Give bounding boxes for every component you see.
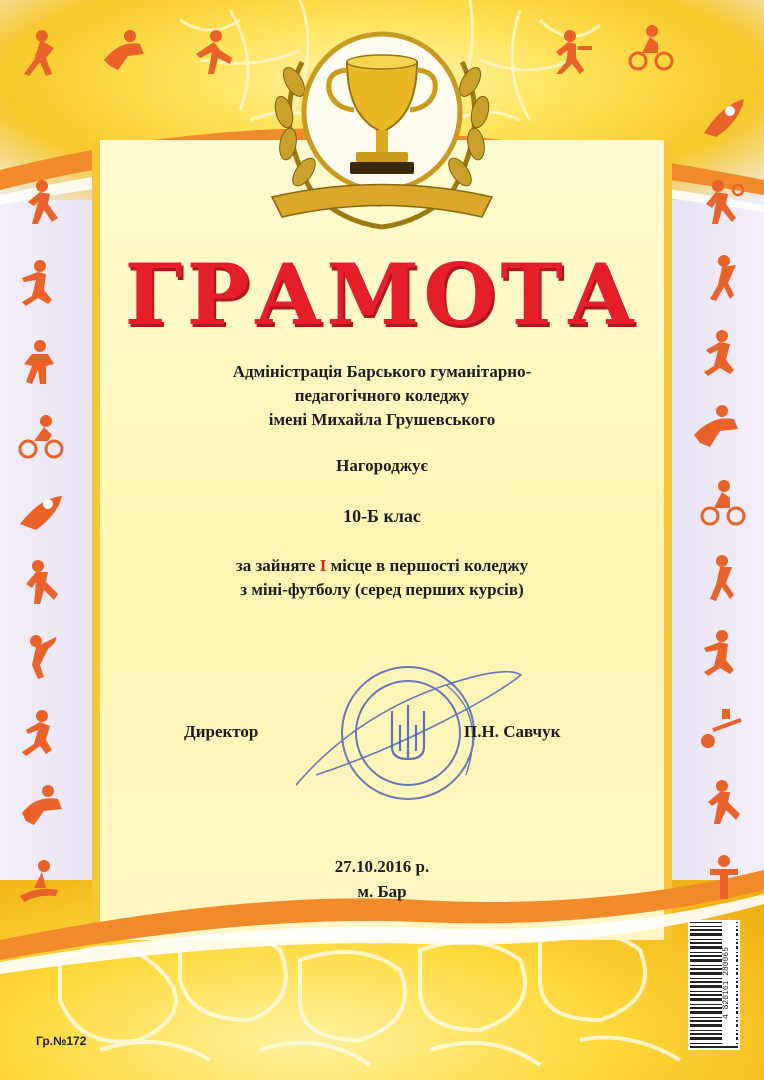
issuer-line-1: Адміністрація Барського гуманітарно- [232, 362, 532, 381]
issuer-line-2: педагогічного коледжу [294, 386, 470, 405]
reason-suffix: місце в першості коледжу [326, 556, 529, 575]
reason-line-2: з міні-футболу (серед перших курсів) [240, 580, 524, 599]
issue-place: м. Бар [357, 882, 407, 901]
athlete-silhouette-icon [22, 710, 52, 756]
athlete-silhouette-icon [704, 630, 734, 676]
athlete-silhouette-icon [701, 709, 742, 748]
athlete-silhouette-icon [22, 785, 62, 825]
barcode-number: 4 820161 280065 [722, 920, 736, 1046]
athlete-silhouette-icon [708, 780, 740, 824]
reason-prefix: за зайняте [235, 556, 320, 575]
signature-role: Директор [184, 722, 259, 741]
signature-name: П.Н. Савчук [464, 722, 561, 741]
athlete-silhouette-icon [706, 180, 743, 224]
issuer-line-3: імені Михайла Грушевського [268, 410, 496, 429]
stamp-trident-icon [392, 705, 424, 759]
recipient: 10-Б клас [343, 506, 421, 526]
athlete-silhouette-icon [30, 635, 56, 679]
athlete-silhouette-icon [28, 180, 58, 224]
place-numeral: I [319, 556, 327, 575]
athlete-silhouette-icon [196, 30, 232, 74]
athlete-silhouette-icon [630, 25, 672, 69]
awards-label: Нагороджує [336, 456, 428, 475]
athlete-silhouette-icon [24, 30, 54, 76]
reason-line-1 [0, 556, 764, 576]
athlete-silhouette-icon [704, 99, 744, 137]
athlete-silhouette-icon [104, 30, 144, 70]
issue-date: 27.10.2016 р. [334, 857, 430, 876]
form-number: Гр.№172 [36, 1034, 87, 1048]
athlete-silhouette-icon [556, 30, 592, 74]
certificate-title: ГРАМОТА [124, 245, 640, 344]
